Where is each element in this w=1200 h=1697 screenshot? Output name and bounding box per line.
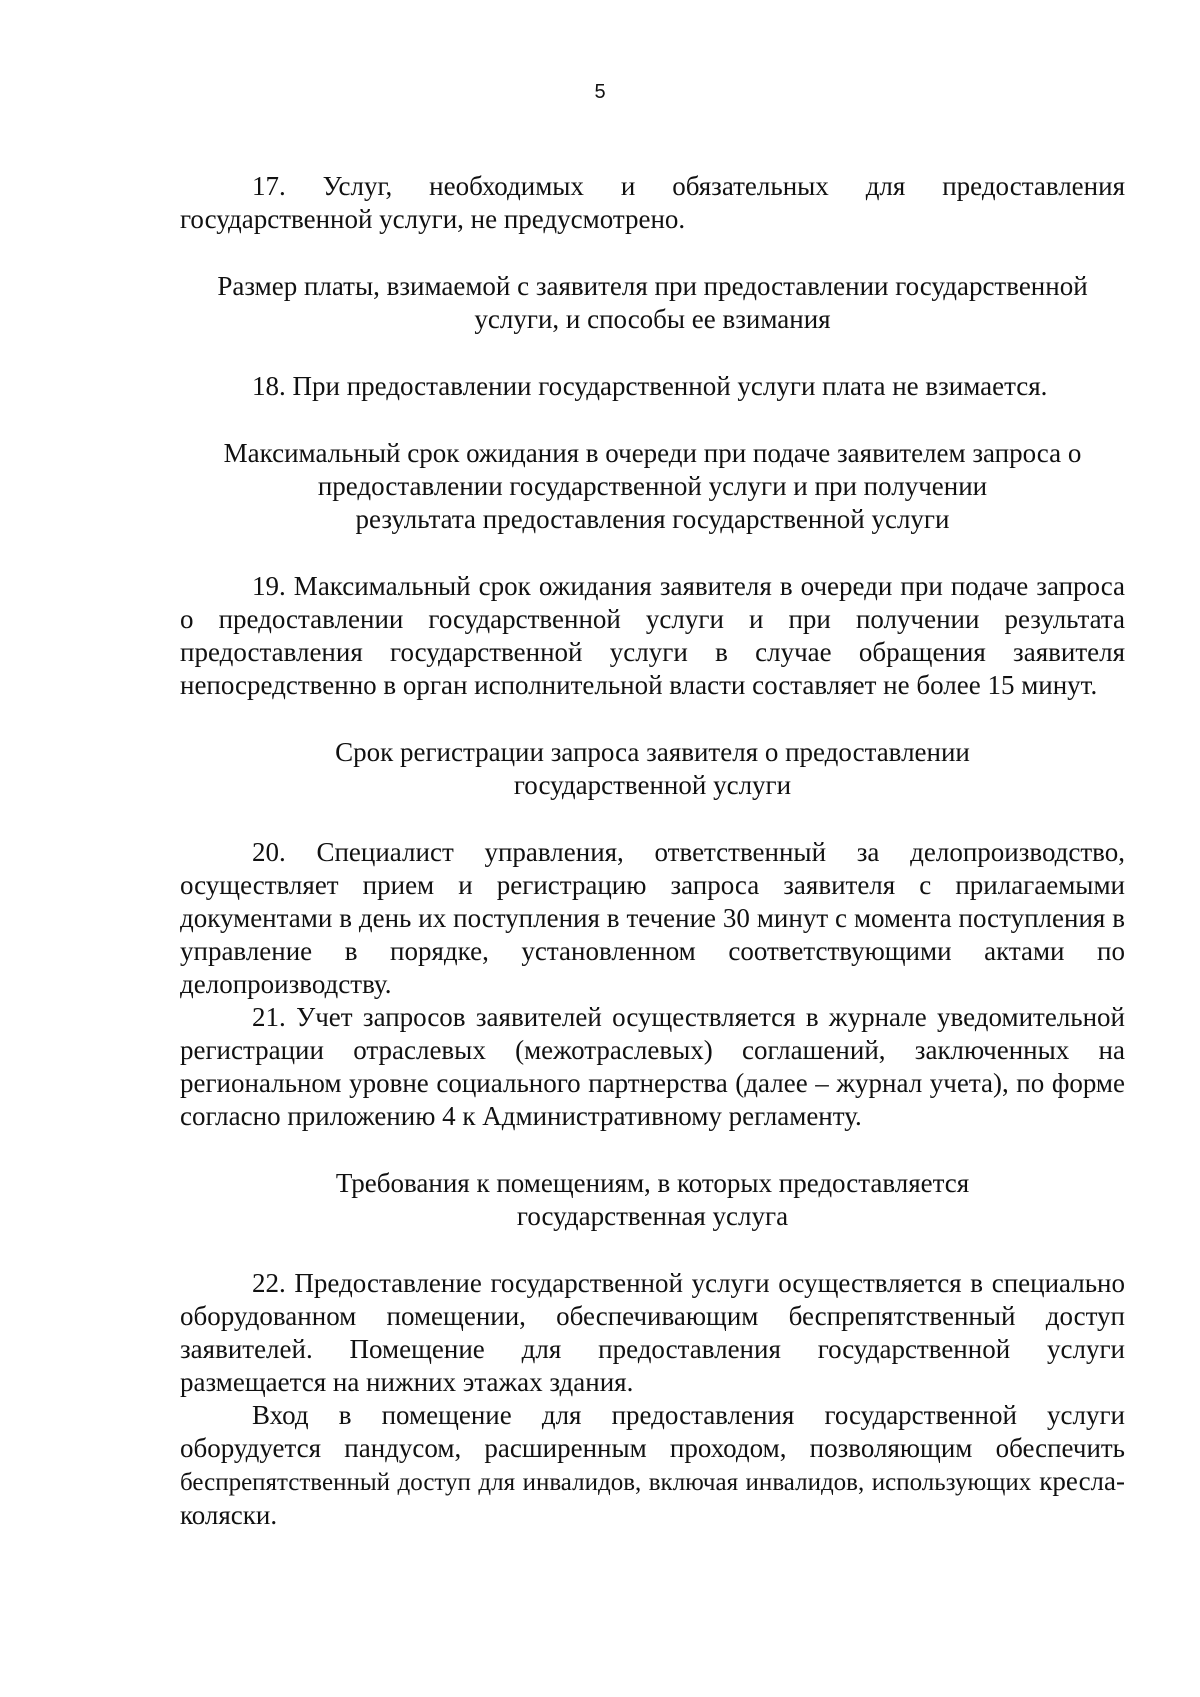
paragraph-18: 18. При предоставлении государственной услуги плата не взимается. [252, 371, 1048, 401]
paragraph-17: 17. Услуг, необходимых и обязательных для предоставления государственной услуги, не предусмотрено. [180, 171, 1125, 234]
paragraph-22: 22. Предоставление государственной услуги осуществляется в специально оборудованном помещении, обеспечивающим беспрепятственный доступ заявителей. Помещение для предоставления государственной услуги размещается на нижних этажах здания. [180, 1268, 1125, 1397]
paragraph-22-entrance [180, 1399, 1125, 1532]
paragraph-22-entrance-main: Вход в помещение для предоставления государственной услуги оборудуется пандусом, расширенным проходом, позволяющим обеспечить [180, 1400, 1125, 1463]
paragraph-19: 19. Максимальный срок ожидания заявителя в очереди при подаче запроса о предоставлении государственной услуги и при получении результата предоставления государственной услуги в случае обращения заявителя непосредственно в орган исполнительной власти составляет не более 15 минут. [180, 571, 1125, 700]
paragraph-22-entrance-end: кресла-коляски. [180, 1466, 1126, 1530]
heading-premises-line-1: Требования к помещениям, в которых предоставляется [335, 1168, 970, 1198]
heading-fee: Размер платы, взимаемой с заявителя при предоставлении государственной услуги, и способы ее взимания [217, 271, 1088, 334]
page-number: 5 [594, 81, 606, 103]
heading-queue-line-2: предоставлении государственной услуги и при получении [317, 471, 988, 501]
paragraph-20: 20. Специалист управления, ответственный за делопроизводство, осуществляет прием и регистрацию запроса заявителя с прилагаемыми документами в день их поступления в течение 30 минут с момента поступления в управление в порядке, установленном соответствующими актами по делопроизводству. [180, 837, 1125, 999]
heading-queue-line-1: Максимальный срок ожидания в очереди при подаче заявителем запроса о [223, 438, 1082, 468]
heading-premises-line-2: государственная услуга [516, 1201, 789, 1231]
paragraph-21: 21. Учет запросов заявителей осуществляется в журнале уведомительной регистрации отраслевых (межотраслевых) соглашений, заключенных на региональном уровне социального партнерства (далее – журнал учета), по форме согласно приложению 4 к Административному регламенту. [180, 1002, 1125, 1131]
heading-registration-line-1: Срок регистрации запроса заявителя о предоставлении [335, 737, 970, 767]
heading-queue-line-3: результата предоставления государственной услуги [355, 504, 950, 534]
document-body [180, 170, 1125, 1532]
heading-registration-line-2: государственной услуги [513, 770, 792, 800]
paragraph-22-entrance-small: беспрепятственный доступ для инвалидов, включая инвалидов, использующих [180, 1469, 1032, 1496]
